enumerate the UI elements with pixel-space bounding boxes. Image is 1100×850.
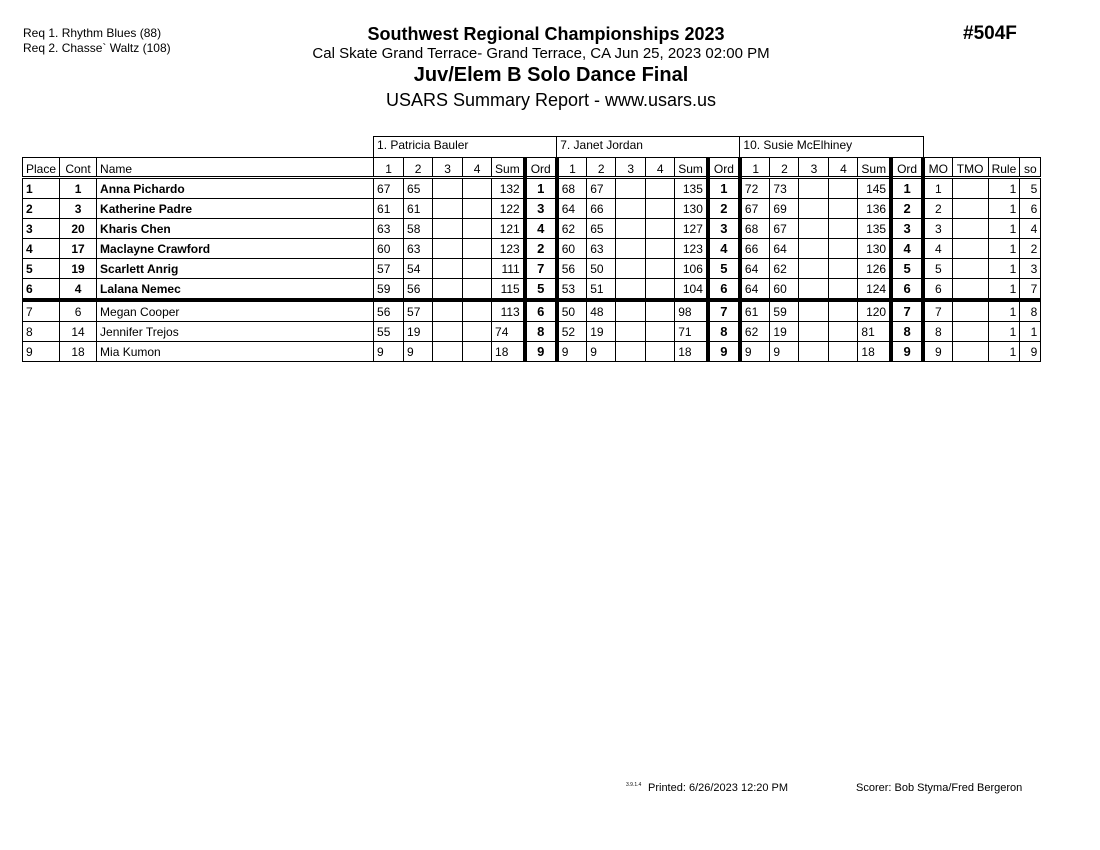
sum-cell: 98 [675, 300, 708, 322]
contestant-number-cell: 4 [60, 279, 97, 301]
contestant-number-cell: 3 [60, 199, 97, 219]
ordinal-cell: 3 [525, 199, 557, 219]
score-3-cell [616, 219, 646, 239]
table-row [23, 178, 1041, 199]
table-row [23, 322, 1041, 342]
col-score-2: 2 [770, 158, 799, 178]
col-cont: Cont [60, 158, 97, 178]
sum-cell: 127 [675, 219, 708, 239]
score-2-cell: 19 [404, 322, 433, 342]
score-2-cell: 19 [770, 322, 799, 342]
score-1-cell: 72 [740, 178, 770, 199]
score-3-cell [616, 322, 646, 342]
contestant-number-cell: 1 [60, 178, 97, 199]
mo-cell: 1 [923, 178, 952, 199]
score-3-cell [616, 239, 646, 259]
place-cell: 3 [23, 219, 60, 239]
requirement-2: Req 2. Chasse` Waltz (108) [23, 41, 171, 55]
score-4-cell [646, 342, 675, 362]
score-3-cell [433, 199, 463, 219]
score-1-cell: 67 [740, 199, 770, 219]
score-1-cell: 64 [557, 199, 587, 219]
skater-name-cell: Lalana Nemec [97, 279, 374, 301]
rule-cell: 1 [988, 300, 1020, 322]
score-2-cell: 54 [404, 259, 433, 279]
mo-cell: 7 [923, 300, 952, 322]
sum-cell: 122 [492, 199, 525, 219]
score-2-cell: 73 [770, 178, 799, 199]
score-1-cell: 62 [740, 322, 770, 342]
sum-cell: 126 [858, 259, 891, 279]
score-4-cell [463, 178, 492, 199]
skater-name-cell: Megan Cooper [97, 300, 374, 322]
score-2-cell: 64 [770, 239, 799, 259]
score-2-cell: 69 [770, 199, 799, 219]
col-so: so [1020, 158, 1041, 178]
so-cell: 4 [1020, 219, 1041, 239]
rule-cell: 1 [988, 342, 1020, 362]
score-1-cell: 50 [557, 300, 587, 322]
sum-cell: 136 [858, 199, 891, 219]
judge-header-row [23, 137, 1041, 158]
so-cell: 9 [1020, 342, 1041, 362]
event-name: Juv/Elem B Solo Dance Final [413, 64, 689, 86]
contestant-number-cell: 19 [60, 259, 97, 279]
rule-cell: 1 [988, 322, 1020, 342]
score-2-cell: 60 [770, 279, 799, 301]
score-2-cell: 67 [587, 178, 616, 199]
ordinal-cell: 9 [525, 342, 557, 362]
col-name: Name [97, 158, 374, 178]
score-1-cell: 61 [740, 300, 770, 322]
score-2-cell: 57 [404, 300, 433, 322]
skater-name-cell: Scarlett Anrig [97, 259, 374, 279]
score-3-cell [433, 239, 463, 259]
score-3-cell [616, 342, 646, 362]
rule-cell: 1 [988, 279, 1020, 301]
score-3-cell [616, 178, 646, 199]
score-4-cell [829, 342, 858, 362]
skater-name-cell: Anna Pichardo [97, 178, 374, 199]
score-4-cell [463, 322, 492, 342]
software-version: 3.9.1.4 [626, 782, 642, 788]
score-3-cell [616, 300, 646, 322]
table-row [23, 279, 1041, 301]
score-4-cell [829, 300, 858, 322]
col-score-4: 4 [463, 158, 492, 178]
place-cell: 2 [23, 199, 60, 219]
ordinal-cell: 2 [525, 239, 557, 259]
score-1-cell: 60 [557, 239, 587, 259]
score-2-cell: 65 [404, 178, 433, 199]
mo-cell: 2 [923, 199, 952, 219]
ordinal-cell: 6 [891, 279, 923, 301]
col-ord: Ord [525, 158, 557, 178]
ordinal-cell: 7 [891, 300, 923, 322]
rule-cell: 1 [988, 178, 1020, 199]
ordinal-cell: 3 [708, 219, 740, 239]
column-header-row [23, 158, 1041, 178]
competition-title: Southwest Regional Championships 2023 [367, 24, 725, 44]
mo-cell: 8 [923, 322, 952, 342]
ordinal-cell: 9 [708, 342, 740, 362]
score-3-cell [799, 178, 829, 199]
score-4-cell [829, 239, 858, 259]
tmo-cell [952, 239, 988, 259]
place-cell: 7 [23, 300, 60, 322]
score-3-cell [616, 279, 646, 301]
skater-name-cell: Katherine Padre [97, 199, 374, 219]
col-sum: Sum [858, 158, 891, 178]
score-4-cell [829, 259, 858, 279]
score-4-cell [829, 219, 858, 239]
sum-cell: 111 [492, 259, 525, 279]
ordinal-cell: 8 [891, 322, 923, 342]
skater-name-cell: Maclayne Crawford [97, 239, 374, 259]
ordinal-cell: 1 [891, 178, 923, 199]
score-2-cell: 9 [770, 342, 799, 362]
score-3-cell [799, 259, 829, 279]
so-cell: 3 [1020, 259, 1041, 279]
score-1-cell: 53 [557, 279, 587, 301]
venue-date: Cal Skate Grand Terrace- Grand Terrace, CA Jun 25, 2023 02:00 PM [312, 45, 770, 62]
score-3-cell [799, 239, 829, 259]
report-name: USARS Summary Report - www.usars.us [385, 90, 717, 110]
score-1-cell: 68 [557, 178, 587, 199]
ordinal-cell: 3 [891, 219, 923, 239]
table-row [23, 199, 1041, 219]
score-3-cell [433, 342, 463, 362]
tmo-cell [952, 322, 988, 342]
score-2-cell: 58 [404, 219, 433, 239]
col-score-3: 3 [433, 158, 463, 178]
score-4-cell [463, 279, 492, 301]
contestant-number-cell: 14 [60, 322, 97, 342]
score-4-cell [646, 259, 675, 279]
col-score-4: 4 [829, 158, 858, 178]
ordinal-cell: 1 [708, 178, 740, 199]
score-3-cell [433, 219, 463, 239]
ordinal-cell: 6 [708, 279, 740, 301]
score-4-cell [463, 259, 492, 279]
score-3-cell [433, 300, 463, 322]
score-1-cell: 57 [374, 259, 404, 279]
score-3-cell [799, 199, 829, 219]
col-score-1: 1 [740, 158, 770, 178]
score-2-cell: 56 [404, 279, 433, 301]
score-1-cell: 64 [740, 259, 770, 279]
score-3-cell [433, 178, 463, 199]
results-table [22, 136, 1041, 362]
mo-cell: 6 [923, 279, 952, 301]
score-3-cell [433, 322, 463, 342]
col-score-4: 4 [646, 158, 675, 178]
score-4-cell [463, 342, 492, 362]
score-2-cell: 63 [404, 239, 433, 259]
sum-cell: 81 [858, 322, 891, 342]
ordinal-cell: 4 [708, 239, 740, 259]
judge-1-name: 1. Patricia Bauler [374, 137, 557, 158]
score-4-cell [829, 279, 858, 301]
sum-cell: 115 [492, 279, 525, 301]
score-2-cell: 65 [587, 219, 616, 239]
sum-cell: 132 [492, 178, 525, 199]
score-3-cell [799, 342, 829, 362]
score-1-cell: 56 [557, 259, 587, 279]
col-ord: Ord [708, 158, 740, 178]
score-1-cell: 9 [740, 342, 770, 362]
score-1-cell: 64 [740, 279, 770, 301]
place-cell: 8 [23, 322, 60, 342]
sum-cell: 135 [858, 219, 891, 239]
score-1-cell: 66 [740, 239, 770, 259]
score-2-cell: 61 [404, 199, 433, 219]
tmo-cell [952, 178, 988, 199]
tmo-cell [952, 219, 988, 239]
sum-cell: 74 [492, 322, 525, 342]
event-number: #504F [963, 23, 1017, 44]
so-cell: 6 [1020, 199, 1041, 219]
col-sum: Sum [492, 158, 525, 178]
place-cell: 1 [23, 178, 60, 199]
ordinal-cell: 2 [708, 199, 740, 219]
score-4-cell [646, 300, 675, 322]
sum-cell: 71 [675, 322, 708, 342]
score-4-cell [829, 322, 858, 342]
sum-cell: 18 [858, 342, 891, 362]
table-row [23, 239, 1041, 259]
score-4-cell [646, 199, 675, 219]
judge-3-name: 10. Susie McElhiney [740, 137, 923, 158]
tmo-cell [952, 199, 988, 219]
score-2-cell: 67 [770, 219, 799, 239]
so-cell: 1 [1020, 322, 1041, 342]
score-3-cell [799, 219, 829, 239]
ordinal-cell: 7 [708, 300, 740, 322]
rule-cell: 1 [988, 259, 1020, 279]
tmo-cell [952, 342, 988, 362]
place-cell: 9 [23, 342, 60, 362]
col-score-3: 3 [799, 158, 829, 178]
score-4-cell [829, 178, 858, 199]
ordinal-cell: 5 [891, 259, 923, 279]
col-score-1: 1 [557, 158, 587, 178]
sum-cell: 123 [492, 239, 525, 259]
score-1-cell: 55 [374, 322, 404, 342]
col-mo: MO [923, 158, 952, 178]
sum-cell: 18 [675, 342, 708, 362]
score-1-cell: 56 [374, 300, 404, 322]
sum-cell: 121 [492, 219, 525, 239]
col-score-2: 2 [404, 158, 433, 178]
ordinal-cell: 5 [708, 259, 740, 279]
tmo-cell [952, 279, 988, 301]
table-row [23, 300, 1041, 322]
table-row [23, 342, 1041, 362]
contestant-number-cell: 20 [60, 219, 97, 239]
so-cell: 5 [1020, 178, 1041, 199]
score-4-cell [463, 199, 492, 219]
score-4-cell [646, 279, 675, 301]
score-2-cell: 59 [770, 300, 799, 322]
sum-cell: 135 [675, 178, 708, 199]
col-score-1: 1 [374, 158, 404, 178]
printed-timestamp: Printed: 6/26/2023 12:20 PM [648, 782, 789, 794]
sum-cell: 113 [492, 300, 525, 322]
results-body [23, 178, 1041, 362]
score-2-cell: 62 [770, 259, 799, 279]
score-3-cell [799, 300, 829, 322]
skater-name-cell: Kharis Chen [97, 219, 374, 239]
score-3-cell [616, 199, 646, 219]
score-4-cell [646, 219, 675, 239]
sum-cell: 104 [675, 279, 708, 301]
mo-cell: 3 [923, 219, 952, 239]
mo-cell: 9 [923, 342, 952, 362]
so-cell: 8 [1020, 300, 1041, 322]
score-1-cell: 62 [557, 219, 587, 239]
score-4-cell [463, 300, 492, 322]
tmo-cell [952, 300, 988, 322]
sum-cell: 123 [675, 239, 708, 259]
sum-cell: 130 [858, 239, 891, 259]
scorer-names: Scorer: Bob Styma/Fred Bergeron [856, 782, 1023, 794]
score-3-cell [616, 259, 646, 279]
ordinal-cell: 5 [525, 279, 557, 301]
col-sum: Sum [675, 158, 708, 178]
requirement-1: Req 1. Rhythm Blues (88) [23, 26, 162, 40]
table-row [23, 219, 1041, 239]
score-3-cell [799, 279, 829, 301]
ordinal-cell: 9 [891, 342, 923, 362]
score-1-cell: 63 [374, 219, 404, 239]
mo-cell: 5 [923, 259, 952, 279]
col-tmo: TMO [952, 158, 988, 178]
score-1-cell: 60 [374, 239, 404, 259]
ordinal-cell: 6 [525, 300, 557, 322]
score-2-cell: 9 [404, 342, 433, 362]
score-2-cell: 19 [587, 322, 616, 342]
score-2-cell: 50 [587, 259, 616, 279]
col-ord: Ord [891, 158, 923, 178]
score-4-cell [646, 178, 675, 199]
col-score-2: 2 [587, 158, 616, 178]
tmo-cell [952, 259, 988, 279]
sum-cell: 124 [858, 279, 891, 301]
rule-cell: 1 [988, 239, 1020, 259]
contestant-number-cell: 18 [60, 342, 97, 362]
score-2-cell: 48 [587, 300, 616, 322]
ordinal-cell: 7 [525, 259, 557, 279]
score-1-cell: 9 [557, 342, 587, 362]
score-1-cell: 68 [740, 219, 770, 239]
skater-name-cell: Jennifer Trejos [97, 322, 374, 342]
sum-cell: 130 [675, 199, 708, 219]
col-score-3: 3 [616, 158, 646, 178]
sum-cell: 106 [675, 259, 708, 279]
score-2-cell: 51 [587, 279, 616, 301]
score-2-cell: 63 [587, 239, 616, 259]
score-3-cell [799, 322, 829, 342]
table-row [23, 259, 1041, 279]
score-3-cell [433, 259, 463, 279]
so-cell: 7 [1020, 279, 1041, 301]
judge-2-name: 7. Janet Jordan [557, 137, 740, 158]
score-4-cell [829, 199, 858, 219]
so-cell: 2 [1020, 239, 1041, 259]
place-cell: 4 [23, 239, 60, 259]
score-4-cell [463, 239, 492, 259]
ordinal-cell: 1 [525, 178, 557, 199]
ordinal-cell: 4 [891, 239, 923, 259]
sum-cell: 145 [858, 178, 891, 199]
score-2-cell: 66 [587, 199, 616, 219]
score-4-cell [646, 239, 675, 259]
place-cell: 5 [23, 259, 60, 279]
ordinal-cell: 4 [525, 219, 557, 239]
col-place: Place [23, 158, 60, 178]
score-1-cell: 9 [374, 342, 404, 362]
rule-cell: 1 [988, 219, 1020, 239]
score-1-cell: 67 [374, 178, 404, 199]
contestant-number-cell: 17 [60, 239, 97, 259]
ordinal-cell: 2 [891, 199, 923, 219]
mo-cell: 4 [923, 239, 952, 259]
score-3-cell [433, 279, 463, 301]
contestant-number-cell: 6 [60, 300, 97, 322]
score-2-cell: 9 [587, 342, 616, 362]
sum-cell: 120 [858, 300, 891, 322]
score-1-cell: 61 [374, 199, 404, 219]
score-4-cell [646, 322, 675, 342]
col-rule: Rule [988, 158, 1020, 178]
ordinal-cell: 8 [708, 322, 740, 342]
rule-cell: 1 [988, 199, 1020, 219]
sum-cell: 18 [492, 342, 525, 362]
ordinal-cell: 8 [525, 322, 557, 342]
score-1-cell: 59 [374, 279, 404, 301]
score-1-cell: 52 [557, 322, 587, 342]
skater-name-cell: Mia Kumon [97, 342, 374, 362]
place-cell: 6 [23, 279, 60, 301]
score-4-cell [463, 219, 492, 239]
